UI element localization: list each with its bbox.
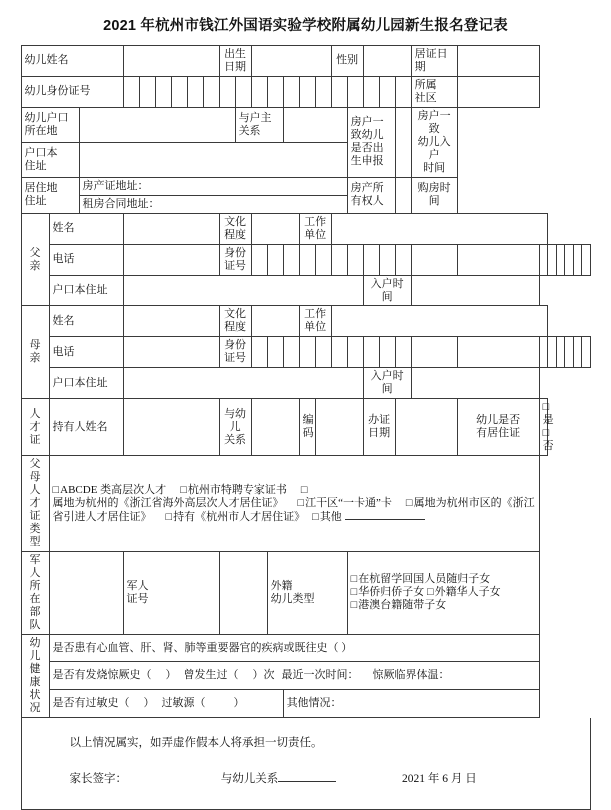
table-row-hukou-location [21,107,590,142]
father-id-digit-cell[interactable] [347,244,363,275]
purchase-time-label: 购房时间 [411,177,457,213]
father-education-label: 文化 程度 [219,213,251,244]
military-unit-input[interactable] [49,551,123,634]
mother-id-digit-cell[interactable] [539,337,547,368]
id-digit-cell[interactable] [235,76,251,107]
foreign-option-foreign-chinese-child[interactable]: □外籍华人子女 [427,586,501,599]
mother-id-digit-cell[interactable] [411,337,457,368]
id-digit-cell[interactable] [171,76,187,107]
declaration-date: 2021 年 6 月 日 [402,772,477,785]
id-digit-cell[interactable] [331,76,347,107]
child-name-label: 幼儿姓名 [21,46,123,77]
military-cert-label: 军人 证号 [123,551,219,634]
id-digit-cell[interactable] [155,76,171,107]
military-unit-label: 军人 所在 部队 [21,551,49,634]
table-row-child-id [21,76,590,107]
father-id-digit-cell[interactable] [457,244,539,275]
father-hukou-address-input[interactable] [123,275,363,306]
property-owner-label: 房产所 有权人 [347,177,395,213]
talent-cert-label: 人才证 [21,399,49,456]
checkbox-icon[interactable]: □ [350,586,358,599]
father-hukou-address-label: 户口本住址 [49,275,123,306]
table-row-mother-hukou-address [21,368,590,399]
table-row-mother-phone-id [21,337,590,368]
mother-id-digit-cell[interactable] [251,337,267,368]
residence-address-label: 居住地 住址 [21,177,79,213]
mother-id-digit-cell[interactable] [565,337,573,368]
health-febrile-seizure-field[interactable]: 是否有发烧惊厥史（ ） 曾发生过（ ）次 最近一次时间： 惊厥临界体温： [49,662,539,690]
checkbox-icon[interactable]: □ [52,483,60,496]
checkbox-icon[interactable]: □ [297,496,305,509]
hukou-booklet-address-input[interactable] [79,142,347,177]
foreign-child-type-label: 外籍 幼儿类型 [267,551,347,634]
mother-name-label: 姓名 [49,306,123,337]
mother-phone-label: 电话 [49,337,123,368]
military-cert-input[interactable] [219,551,267,634]
father-phone-label: 电话 [49,244,123,275]
father-id-digit-cell[interactable] [283,244,299,275]
talent-cert-code-label: 编 码 [299,399,315,456]
property-cert-address-field[interactable]: 房产证地址： [79,177,347,195]
checkbox-icon[interactable]: □ [312,510,319,523]
father-id-digit-cell[interactable] [411,244,457,275]
talent-cert-issue-date-input[interactable] [395,399,457,456]
father-entry-time-input[interactable] [411,275,539,306]
mother-id-digit-cell[interactable] [573,337,581,368]
talent-cert-relation-input[interactable] [251,399,299,456]
mother-id-digit-cell[interactable] [347,337,363,368]
id-digit-cell[interactable] [395,76,411,107]
child-name-input[interactable] [123,46,219,77]
house-hukou-match-birth-input[interactable] [395,107,411,177]
father-id-digit-cell[interactable] [267,244,283,275]
mother-hukou-address-input[interactable] [123,368,363,399]
father-section-label: 父亲 [21,213,49,306]
table-row-rental-address [21,195,590,213]
id-digit-cell[interactable] [251,76,267,107]
parent-talent-type-label: 父母 人才证 类型 [21,456,49,552]
checkbox-icon[interactable]: □ [165,510,173,523]
residence-cert-date-input[interactable] [457,46,539,77]
mother-id-digit-cell[interactable] [283,337,299,368]
father-work-unit-input[interactable] [331,213,547,244]
table-row-father-phone-id [21,244,590,275]
community-label: 所属 社区 [411,76,457,107]
id-digit-cell[interactable] [347,76,363,107]
checkbox-icon[interactable]: □ [350,573,358,586]
id-digit-cell[interactable] [187,76,203,107]
parent-talent-type-options[interactable] [49,456,539,552]
table-row-health-2 [21,662,590,690]
table-row-health-1 [21,634,590,662]
id-digit-cell[interactable] [139,76,155,107]
property-owner-input[interactable] [395,177,411,213]
mother-id-digit-cell[interactable] [457,337,539,368]
talent-type-option-hangzhou-resid[interactable]: □持有《杭州市人才居住证》 [165,510,306,523]
foreign-option-overseas-chinese-child[interactable]: □华侨归侨子女 [350,586,425,599]
mother-section-label: 母亲 [21,306,49,399]
talent-type-option-expert-cert[interactable]: □杭州市特聘专家证书 [180,483,287,496]
father-id-digit-cell[interactable] [251,244,267,275]
talent-type-option-overseas-highlevel[interactable]: □属地为杭州的《浙江省海外高层次人才居住证》 [52,483,308,509]
table-row-military [21,551,590,634]
talent-type-option-jianggan-card[interactable]: □江干区“一卡通”卡 [297,496,392,509]
id-digit-cell[interactable] [315,76,331,107]
mother-id-digit-cell[interactable] [379,337,395,368]
table-row-child-name [21,46,590,77]
mother-work-unit-input[interactable] [331,306,547,337]
father-name-input[interactable] [123,213,219,244]
mother-work-unit-label: 工作 单位 [299,306,331,337]
checkbox-icon[interactable]: □ [350,599,358,612]
birth-date-input[interactable] [251,46,331,77]
rental-contract-address-field[interactable]: 租房合同地址： [79,195,347,213]
checkbox-icon[interactable]: □ [180,483,187,496]
community-input[interactable] [457,76,539,107]
mother-id-digit-cell[interactable] [395,337,411,368]
talent-cert-code-input[interactable] [315,399,363,456]
father-id-digit-cell[interactable] [556,244,564,275]
page-title: 2021 年杭州市钱江外国语实验学校附属幼儿园新生报名登记表 [103,18,508,34]
mother-education-label: 文化 程度 [219,306,251,337]
id-digit-cell[interactable] [219,76,235,107]
child-has-residence-cert-label: 幼儿是否 有居住证 [457,399,539,456]
father-id-digit-cell[interactable] [581,244,590,275]
registration-form-table [21,45,591,718]
health-allergy-field[interactable]: 是否有过敏史（ ） 过敏源（ ） [49,689,283,717]
father-id-digit-cell[interactable] [315,244,331,275]
holder-relation-input[interactable] [283,107,347,142]
foreign-option-hmt-child[interactable]: □港澳台籍随带子女 [350,599,447,612]
child-id-label: 幼儿身份证号 [21,76,123,107]
mother-education-input[interactable] [251,306,299,337]
mother-id-digit-cell[interactable] [363,337,379,368]
father-id-digit-cell[interactable] [299,244,315,275]
residence-cert-date-label: 居证日期 [411,46,457,77]
id-digit-cell[interactable] [363,76,379,107]
residence-cert-no-option[interactable]: □ 否 [542,427,554,453]
house-hukou-entry-time-label: 房户一致 幼儿入户 时间 [411,107,457,177]
talent-cert-relation-label: 与幼儿 关系 [219,399,251,456]
mother-id-digit-cell[interactable] [581,337,590,368]
table-row-father-hukou-address [21,275,590,306]
table-row-father-name [21,213,590,244]
checkbox-icon[interactable]: □ [542,427,550,440]
birth-date-label: 出生 日期 [219,46,251,77]
father-entry-time-label: 入户时间 [363,275,411,306]
child-has-residence-cert-options[interactable] [539,399,554,456]
health-other-field[interactable]: 其他情况： [283,689,539,717]
father-id-digit-cell[interactable] [363,244,379,275]
talent-type-option-introduced-talent[interactable]: □属地为杭州市区的《浙江省引进人才居住证》 [52,496,535,523]
id-digit-cell[interactable] [123,76,139,107]
father-id-digit-cell[interactable] [573,244,581,275]
checkbox-icon[interactable]: □ [542,401,550,414]
checkbox-icon[interactable]: □ [300,483,308,496]
id-digit-cell[interactable] [203,76,219,107]
id-digit-cell[interactable] [267,76,283,107]
relation-to-child-input[interactable] [278,772,336,782]
relation-to-child-label: 与幼儿关系 [220,772,279,785]
mother-phone-input[interactable] [123,337,219,368]
talent-cert-issue-date-label: 办证 日期 [363,399,395,456]
mother-hukou-address-label: 户口本住址 [49,368,123,399]
foreign-option-returnee-student-child[interactable]: □在杭留学回国人员随归子女 [350,573,491,586]
table-row-mother-name [21,306,590,337]
father-name-label: 姓名 [49,213,123,244]
mother-entry-time-input[interactable] [411,368,539,399]
gender-label: 性别 [331,46,363,77]
mother-id-digit-cell[interactable] [548,337,556,368]
house-hukou-match-birth-label: 房户一 致幼儿 是否出 生申报 [347,107,395,177]
mother-id-digit-cell[interactable] [556,337,564,368]
hukou-location-label: 幼儿户口 所在地 [21,107,79,142]
declaration-signature-line [70,770,590,786]
id-digit-cell[interactable] [299,76,315,107]
id-digit-cell[interactable] [283,76,299,107]
holder-relation-label: 与户主 关系 [235,107,283,142]
table-row-property-address [21,177,590,195]
talent-type-other-input[interactable] [345,510,425,520]
declaration-statement: 以上情况属实，如弄虚作假本人将承担一切责任。 [69,736,323,749]
talent-type-option-abcde[interactable]: □ABCDE 类高层次人才 [52,483,167,496]
talent-cert-holder-name-label: 持有人姓名 [49,399,123,456]
father-id-label: 身份 证号 [219,244,251,275]
father-phone-input[interactable] [123,244,219,275]
mother-id-digit-cell[interactable] [331,337,347,368]
table-row-hukou-address [21,142,590,177]
father-id-digit-cell[interactable] [539,244,547,275]
health-status-label: 幼儿 健康 状况 [21,634,49,717]
foreign-child-type-options[interactable] [347,551,539,634]
mother-name-input[interactable] [123,306,219,337]
mother-id-digit-cell[interactable] [299,337,315,368]
mother-id-digit-cell[interactable] [315,337,331,368]
father-id-digit-cell[interactable] [565,244,573,275]
father-id-digit-cell[interactable] [331,244,347,275]
talent-type-option-other[interactable]: □其他 [312,511,424,523]
table-row-health-3 [21,689,590,717]
hukou-location-input[interactable] [79,107,235,142]
mother-entry-time-label: 入户时间 [363,368,411,399]
mother-id-digit-cell[interactable] [267,337,283,368]
father-id-digit-cell[interactable] [548,244,556,275]
health-organ-disease-field[interactable]: 是否患有心血管、肝、肾、肺等重要器官的疾病或既往史（ ） [49,634,539,662]
father-education-input[interactable] [251,213,299,244]
father-id-digit-cell[interactable] [395,244,411,275]
declaration-block [21,718,591,810]
parent-signature-label: 家长签字： [69,772,127,785]
id-digit-cell[interactable] [379,76,395,107]
residence-cert-yes-option[interactable]: □ 是 [542,401,554,427]
father-work-unit-label: 工作 单位 [299,213,331,244]
checkbox-icon[interactable]: □ [405,496,413,509]
talent-cert-holder-name-input[interactable] [123,399,219,456]
mother-id-label: 身份 证号 [219,337,251,368]
hukou-booklet-address-label: 户口本 住址 [21,142,79,177]
checkbox-icon[interactable]: □ [427,586,434,599]
table-row-parent-talent-type [21,456,590,552]
father-id-digit-cell[interactable] [379,244,395,275]
table-row-talent-cert [21,399,590,456]
gender-input[interactable] [363,46,411,77]
